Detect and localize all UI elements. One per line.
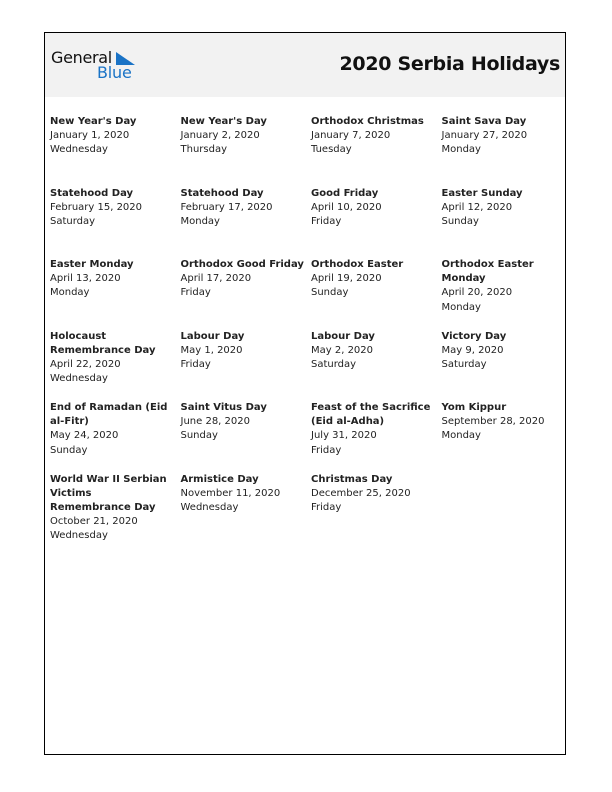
holiday-date: September 28, 2020 [441,416,545,428]
holiday-weekday: Wednesday [50,530,108,542]
holiday-name: Orthodox Easter Monday [441,259,534,285]
holiday-entry [181,330,312,402]
holiday-name: Saint Sava Day [441,116,527,127]
logo-text-blue: Blue [97,63,132,82]
holiday-entry [50,473,181,545]
holiday-name: Holocaust Remembrance Day [50,330,156,356]
holiday-page [44,32,566,755]
holiday-entry [442,258,573,330]
generalblue-logo [51,48,141,84]
holiday-entry [181,473,312,545]
holiday-entry [50,330,181,402]
header [45,33,565,97]
holiday-date: December 25, 2020 [311,487,411,499]
holiday-date: April 19, 2020 [311,273,382,285]
holiday-entry [181,187,312,259]
holiday-name: Saint Vitus Day [180,402,267,413]
holiday-name: Labour Day [180,330,245,342]
holiday-weekday: Monday [441,144,481,156]
holiday-weekday: Sunday [180,430,218,442]
holiday-entry [50,401,181,473]
logo-text-general: General [51,48,112,67]
holiday-entry [311,115,442,187]
holiday-entry [311,473,442,545]
holiday-weekday: Monday [441,301,481,313]
holiday-entry [181,258,312,330]
holiday-name: Orthodox Christmas [311,116,424,127]
holiday-date: October 21, 2020 [50,516,138,528]
holiday-date: April 17, 2020 [180,273,252,285]
holiday-weekday: Monday [441,430,481,442]
holiday-name: Feast of the Sacrifice (Eid al-Adha) [311,402,431,428]
holiday-name: Yom Kippur [441,402,507,413]
holiday-weekday: Saturday [441,358,487,370]
holiday-weekday: Wednesday [50,144,108,156]
holiday-entry [50,187,181,259]
holiday-name: Orthodox Good Friday [180,259,304,270]
holiday-date: May 2, 2020 [311,344,374,356]
holiday-weekday: Friday [311,444,342,456]
holiday-weekday: Friday [180,358,211,370]
holiday-date: April 12, 2020 [441,201,513,213]
holiday-name: Christmas Day [311,473,393,485]
holiday-entry [311,401,442,473]
holiday-name: End of Ramadan (Eid al-Fitr) [50,402,168,428]
holiday-date: November 11, 2020 [180,487,281,499]
holiday-weekday: Friday [180,287,211,299]
holiday-entry [181,115,312,187]
holiday-entry [50,258,181,330]
holiday-weekday: Friday [311,215,342,227]
holiday-date: May 9, 2020 [441,344,504,356]
holiday-date: April 13, 2020 [50,273,121,285]
holiday-weekday: Saturday [50,215,96,227]
holiday-date: January 7, 2020 [311,130,391,142]
holiday-entry [50,115,181,187]
holiday-entry [442,187,573,259]
holiday-date: February 15, 2020 [50,201,143,213]
holiday-date: April 20, 2020 [441,287,513,299]
holiday-date: February 17, 2020 [180,201,273,213]
holiday-weekday: Thursday [180,144,227,156]
holiday-weekday: Wednesday [180,501,239,513]
holiday-entry [311,187,442,259]
holiday-date: January 1, 2020 [50,130,130,142]
holiday-date: April 22, 2020 [50,358,121,370]
holiday-weekday: Saturday [311,358,357,370]
holiday-entry [442,115,573,187]
holiday-weekday: Wednesday [50,373,108,385]
holiday-date: July 31, 2020 [311,430,377,442]
holiday-grid [50,115,572,544]
holiday-date: April 10, 2020 [311,201,382,213]
holiday-name: Armistice Day [180,473,259,485]
holiday-name: Statehood Day [180,187,264,199]
holiday-date: January 27, 2020 [441,130,528,142]
holiday-name: Victory Day [441,330,507,342]
holiday-weekday: Monday [180,215,220,227]
holiday-name: World War II Serbian Victims Remembrance Day [50,473,167,513]
holiday-weekday: Sunday [50,444,88,456]
holiday-weekday: Sunday [311,287,349,299]
holiday-entry [442,401,573,473]
holiday-weekday: Friday [311,501,342,513]
holiday-weekday: Sunday [441,215,479,227]
holiday-entry [442,330,573,402]
holiday-entry [181,401,312,473]
holiday-weekday: Monday [50,287,90,299]
holiday-date: May 24, 2020 [50,430,119,442]
holiday-entry [311,330,442,402]
holiday-name: Easter Sunday [441,187,523,199]
holiday-entry [311,258,442,330]
holiday-name: Orthodox Easter [311,259,404,270]
holiday-date: May 1, 2020 [180,344,243,356]
holiday-name: Labour Day [311,330,375,342]
holiday-name: New Year's Day [50,116,137,127]
holiday-name: Good Friday [311,187,379,199]
holiday-name: Statehood Day [50,187,134,199]
holiday-name: New Year's Day [180,116,267,127]
holiday-name: Easter Monday [50,259,134,270]
holiday-date: January 2, 2020 [180,130,260,142]
holiday-date: June 28, 2020 [180,416,250,428]
holiday-weekday: Tuesday [311,144,352,156]
page-title: 2020 Serbia Holidays [339,53,560,75]
